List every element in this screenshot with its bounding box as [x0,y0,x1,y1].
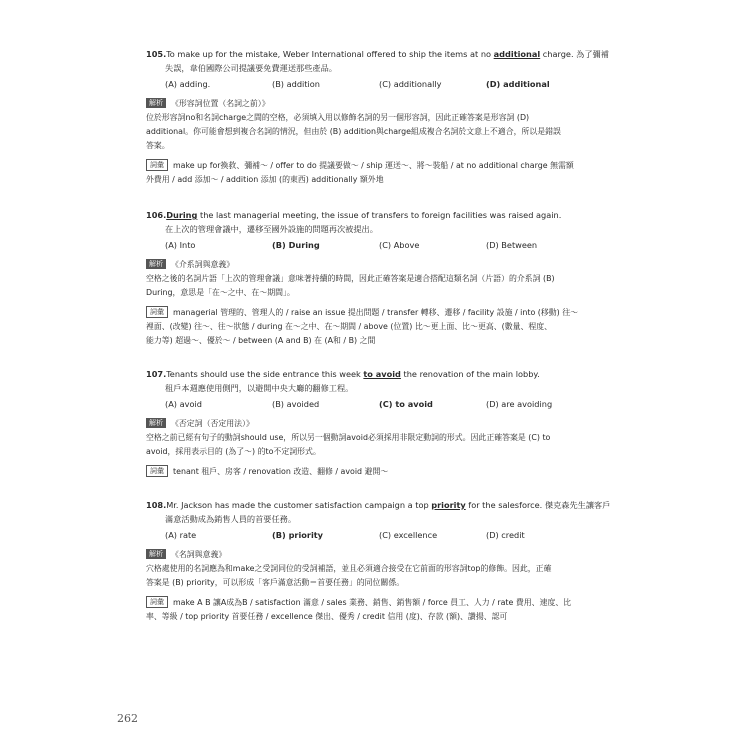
analysis-line: 空格之後的名詞片語「上次的管理會議」意味著持續的時間，因此正確答案是適合搭配這類名詞（片語）的介系詞 (B) [146,274,555,283]
translation-start: 傑克森先生讓客戶 [542,500,611,510]
answer-keyword: additional [493,49,541,59]
question-106 [146,208,606,348]
analysis-title: 《否定詞（否定用法）》 [171,419,254,428]
question-105 [146,47,609,187]
stem-text: charge. [540,49,574,59]
question-number: 106. [146,210,167,220]
options [146,528,606,542]
option-c: (C) additionally [379,79,442,89]
options [146,238,606,252]
answer-keyword: priority [431,500,466,510]
question-number: 105. [146,49,167,59]
analysis-line: 空格之前已經有句子的動詞should use，所以另一個動詞avoid必須採用非限定動詞的形式。因此正確答案是 (C) to [146,433,551,442]
question-stem [146,47,609,61]
analysis-line: avoid，採用表示目的 (為了～) 的to不定詞形式。 [146,447,321,456]
vocab-tag: 詞彙 [146,596,168,608]
vocab-line: make A B 讓A成為B / satisfaction 滿意 / sales 業務、銷售、銷售額 / force 員工、人力 / rate 費用、速度、比 [173,598,572,607]
answer-keyword: to avoid [363,369,401,379]
option-b: (B) priority [272,530,323,540]
option-a: (A) avoid [165,399,202,409]
option-c: (C) Above [379,240,420,250]
translation-start: 為了彌補 [573,49,609,59]
vocab-line: make up for換救、彌補～ / offer to do 提議要做～ / ship 運送～、將～裝船 / at no additional charge 無需額 [173,161,574,170]
vocab-line: 外費用 / add 添加～ / addition 添加 (的東西) additionally 額外地 [146,175,384,184]
option-c: (C) to avoid [379,399,433,409]
analysis-section [146,97,606,153]
option-c: (C) excellence [379,530,438,540]
analysis-line: 答案。 [146,141,170,150]
analysis-title: 《形容詞位置（名詞之前）》 [171,99,270,108]
analysis-tag: 解析 [146,418,166,428]
stem-text: for the salesforce. [465,500,543,510]
page-number: 262 [117,712,138,725]
analysis-section [146,417,606,459]
question-stem [146,498,611,512]
options [146,77,606,91]
option-d: (D) credit [486,530,525,540]
analysis-title: 《介系詞與意義》 [171,260,235,269]
options [146,397,606,411]
vocab-section [146,159,606,187]
stem-text: the renovation of the main lobby. [400,369,540,379]
option-a: (A) rate [165,530,197,540]
stem-text: Mr. Jackson has made the customer satisfaction campaign a top [166,500,432,510]
analysis-line: 位於形容詞no和名詞charge之間的空格，必須填入用以修飾名詞的另一個形容詞，因此正確答案是形容詞 (D) [146,113,530,122]
question-stem [146,367,606,381]
question-number: 107. [146,369,167,379]
analysis-line: 穴格處使用的名詞應為和make之受詞同位的受詞補語，並且必須適合接受在它前面的形容詞top的修飾。因此，正確 [146,564,552,573]
analysis-tag: 解析 [146,259,166,269]
analysis-line: additional。你可能會想到複合名詞的情況，但由於 (B) addition與charge組成複合名詞於文意上不適合，所以是錯誤 [146,127,561,136]
option-b: (B) avoided [272,399,320,409]
translation: 租戶本週應使用側門，以避開中央大廳的翻修工程。 [165,383,354,393]
vocab-tag: 詞彙 [146,306,168,318]
vocab-line: managerial 管理的、管理人的 / raise an issue 提出問題 / transfer 轉移、遷移 / facility 設施 / into (移動) 往～ [173,308,579,317]
analysis-line: 答案是 (B) priority，可以形成「客戶滿意活動＝首要任務」的同位關係。 [146,578,405,587]
stem-text: the last managerial meeting, the issue of transfers to foreign facilities was raised again. [197,210,562,220]
option-d: (D) additional [486,79,550,89]
translation: 失誤，韋伯國際公司提議要免費運送那些產品。 [165,63,337,73]
vocab-line: 率、等級 / top priority 首要任務 / excellence 傑出、優秀 / credit 信用 (度)、存款 (額)、讚揚、認可 [146,612,508,621]
vocab-tag: 詞彙 [146,465,168,477]
option-d: (D) Between [486,240,538,250]
stem-text: To make up for the mistake, Weber International offered to ship the items at no [166,49,494,59]
analysis-tag: 解析 [146,98,166,108]
question-107 [146,367,606,479]
vocab-line: tenant 租戶、房客 / renovation 改造、翻修 / avoid 避開～ [173,467,389,476]
vocab-tag: 詞彙 [146,159,168,171]
option-b: (B) addition [272,79,320,89]
stem-text: Tenants should use the side entrance this week [166,369,364,379]
question-108 [146,498,611,624]
option-a: (A) Into [165,240,196,250]
option-b: (B) During [272,240,320,250]
vocab-line: 裡面、(改變) 往～、往～狀態 / during 在～之中、在～期間 / above (位置) 比～更上面、比～更高、(數量、程度、 [146,322,553,331]
analysis-section [146,258,606,300]
question-stem [146,208,606,222]
analysis-title: 《名詞與意義》 [171,550,227,559]
analysis-section [146,548,606,590]
analysis-line: During，意思是「在～之中、在～期間」。 [146,288,295,297]
translation: 滿意活動成為銷售人員的首要任務。 [165,514,297,524]
vocab-line: 能力等) 超過～、優於～ / between (A and B) 在 (A和 / B) 之間 [146,336,376,345]
question-number: 108. [146,500,167,510]
vocab-section [146,465,606,479]
answer-keyword: During [166,210,198,220]
vocab-section [146,306,606,348]
option-a: (A) adding. [165,79,211,89]
vocab-section [146,596,606,624]
analysis-tag: 解析 [146,549,166,559]
translation: 在上次的管理會議中，遷移至國外設施的問題再次被提出。 [165,224,378,234]
option-d: (D) are avoiding [486,399,553,409]
